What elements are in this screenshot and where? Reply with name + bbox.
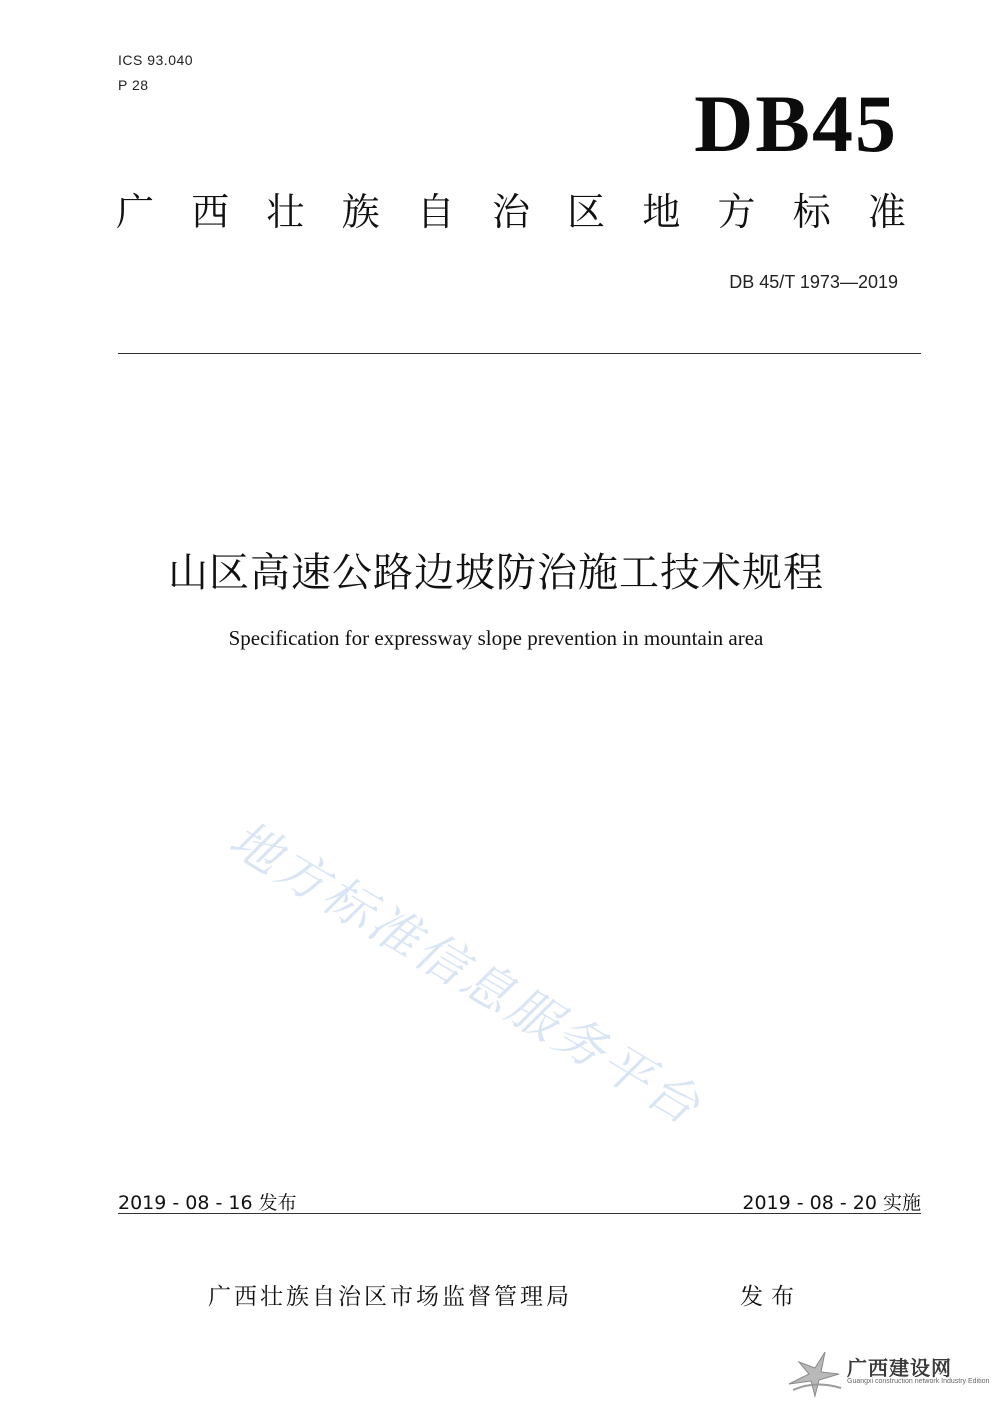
top-divider — [118, 353, 921, 354]
standard-type-char: 自 — [416, 190, 455, 234]
standard-type-char: 准 — [867, 190, 906, 234]
standard-type-char: 区 — [567, 190, 606, 234]
bottom-divider — [118, 1213, 921, 1214]
implement-date: 2019 - 08 - 20 实施 — [742, 1192, 921, 1214]
standard-type-char: 壮 — [266, 190, 305, 234]
ics-code: ICS 93.040 — [118, 52, 194, 68]
standard-type-char: 广 — [116, 190, 155, 234]
title-english: Specification for expressway slope prevention in mountain area — [228, 626, 764, 650]
ccs-code: P 28 — [118, 77, 149, 93]
publish-date: 2019 - 08 - 16 发布 — [118, 1192, 297, 1214]
standard-type-char: 西 — [191, 190, 230, 234]
star-logo-icon — [785, 1350, 845, 1398]
title-chinese: 山区高速公路边坡防治施工技术规程 — [168, 550, 824, 596]
standard-type-char: 治 — [491, 190, 530, 234]
corner-site-subtitle: Guangxi construction network Industry Edition — [847, 1378, 990, 1385]
standard-type-char: 标 — [792, 190, 831, 234]
issue-label: 发布 — [740, 1284, 802, 1310]
standard-type-char: 族 — [341, 190, 380, 234]
corner-site-name: 广西建设网 — [847, 1356, 952, 1380]
issuing-authority: 广西壮族自治区市场监督管理局 — [208, 1284, 572, 1310]
corner-site-logo — [785, 1350, 990, 1400]
standard-type-char: 地 — [642, 190, 681, 234]
db45-logo: DB45 — [694, 78, 898, 169]
standard-type-heading — [116, 190, 906, 234]
standard-type-char: 方 — [717, 190, 756, 234]
watermark: 地方标准信息服务平台 — [219, 809, 713, 1138]
standard-number: DB 45/T 1973—2019 — [729, 272, 898, 292]
